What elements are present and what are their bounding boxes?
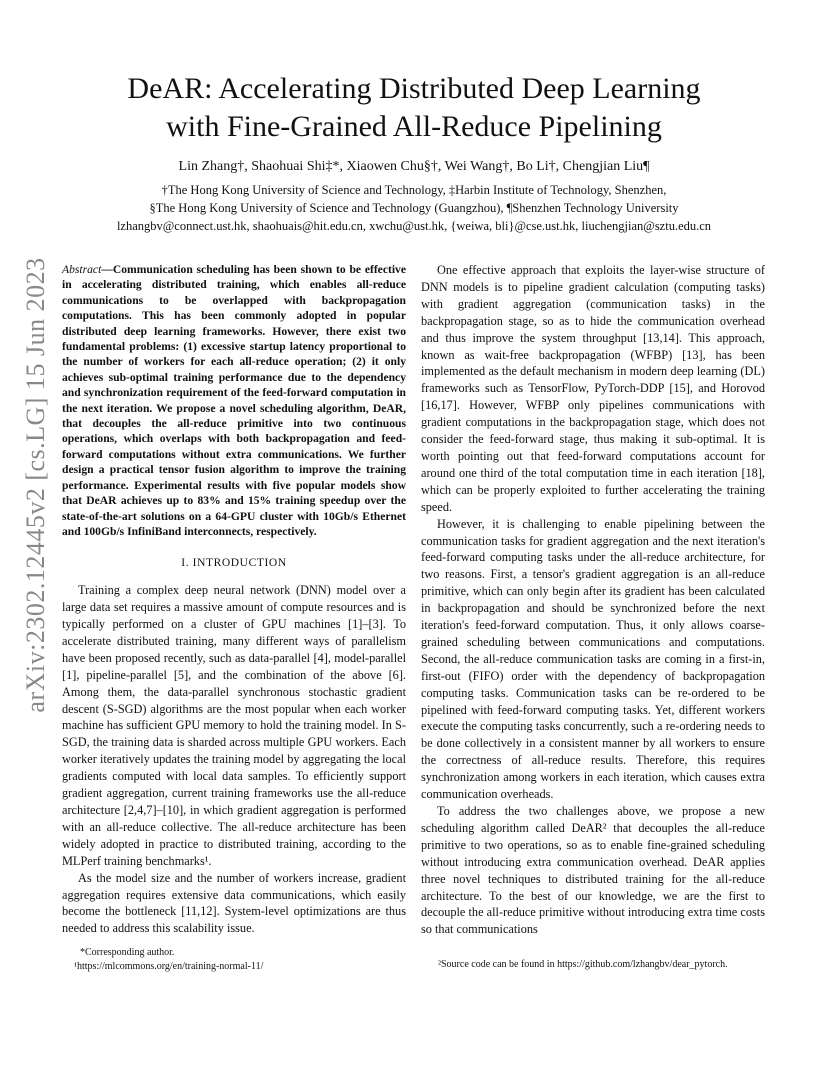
paragraph: As the model size and the number of workers increase, gradient aggregation requires extensive data communications, which easily become the bottleneck [11,12]. System-level optimizations are thus needed to address this scalability issue.	[62, 870, 406, 936]
footnote-1: ¹https://mlcommons.org/en/training-normal-11/	[74, 961, 264, 972]
abstract	[62, 262, 406, 539]
arxiv-watermark	[16, 257, 56, 713]
paragraph: To address the two challenges above, we propose a new scheduling algorithm called DeAR² that decouples the all-reduce primitive to two operations, so as to enable fine-grained scheduling without introducing extra communication overhead. DeAR applies three novel techniques to distributed training for the all-reduce architecture. To the best of our knowledge, we are the first to decouple the all-reduce primitive without introducing extra time costs so that communications	[421, 804, 765, 937]
affiliation-line-1: †The Hong Kong University of Science and Technology, ‡Harbin Institute of Technology, Shenzhen,	[161, 183, 667, 197]
abstract-label: Abstract	[62, 263, 102, 276]
section-heading: I. INTRODUCTION	[181, 557, 287, 570]
author-emails: lzhangbv@connect.ust.hk, shaohuais@hit.edu.cn, xwchu@ust.hk, {weiwa, bli}@cse.ust.hk, liuchengjian@sztu.edu.cn	[116, 219, 712, 233]
affiliation-line-2: §The Hong Kong University of Science and Technology (Guangzhou), ¶Shenzhen Technology University	[149, 201, 679, 215]
right-column	[421, 262, 765, 938]
title-line-1: DeAR: Accelerating Distributed Deep Learning	[127, 72, 701, 105]
footnotes-right	[438, 958, 728, 972]
left-column	[62, 262, 406, 937]
affiliations	[40, 181, 788, 235]
footnote-2: ²Source code can be found in https://github.com/lzhangbv/dear_pytorch.	[438, 959, 728, 970]
footnotes-left	[74, 946, 264, 974]
paragraph: One effective approach that exploits the layer-wise structure of DNN models is to pipeline gradient calculation (computing tasks) with gradient aggregation (communication tasks) in the backpropagation stage, so as to hide the communication overhead and thus improve the system throughput [13,14]. This approach, known as wait-free backpropagation (WFBP) [13], has been implemented as the default mechanism in modern deep learning (DL) frameworks such as TensorFlow, PyTorch-DDP [15], and Horovod [16,17]. However, WFBP only pipelines communications with gradient computations in the backpropagation stage, which does not consider the feed-forward stage, thus making it sub-optimal. It is worth pointing out that feed-forward computations account for around one third of the total computation time in each iteration [18], which can be properly exploited to further accelerating the training speed.	[421, 263, 765, 514]
paper-title	[60, 70, 768, 146]
footnote-corresponding: *Corresponding author.	[80, 947, 175, 958]
arxiv-id: arXiv:2302.12445v2 [cs.LG] 15 Jun 2023	[21, 257, 50, 713]
abstract-text: —Communication scheduling has been shown to be effective in accelerating distributed training, which enables all-reduce communications to be overlapped with backpropagation computations. This has been commonly adopted in popular distributed deep learning frameworks. However, there exist two fundamental problems: (1) excessive startup latency proportional to the number of workers for each all-reduce operation; (2) it only achieves sub-optimal training performance due to the dependency and synchronization requirement of the feed-forward computation in the next iteration. We propose a novel scheduling algorithm, DeAR, that decouples the all-reduce primitive into two continuous operations, which overlaps with both backpropagation and feed-forward computations without extra communications. We further design a practical tensor fusion algorithm to improve the training performance. Experimental results with five popular models show that DeAR achieves up to 83% and 15% training speedup over the state-of-the-art solutions on a 64-GPU cluster with 10Gb/s Ethernet and 100Gb/s InfiniBand interconnects, respectively.	[62, 263, 406, 538]
author-list: Lin Zhang†, Shaohuai Shi‡*, Xiaowen Chu§†, Wei Wang†, Bo Li†, Chengjian Liu¶	[178, 159, 650, 174]
paragraph: However, it is challenging to enable pipelining between the communication tasks for gradient aggregation and the next iteration's feed-forward computing tasks under the all-reduce architecture, for two reasons. First, a tensor's gradient aggregation is an all-reduce primitive, which can only begin after its gradient has been calculated in backpropagation and should be synchronized before the next iteration's feed-forward computation. Thus, it only allows coarse-grained scheduling between communications and computations. Second, the all-reduce communication tasks are coming in a first-in, first-out (FIFO) order with the dependency of backpropagation computing tasks. Communication tasks can be re-ordered to be pipelined with feed-forward computing tasks. Yet, different workers execute the computing tasks concurrently, such a re-ordering needs to be done collectively in a consistent manner by all workers to ensure the correctness of all-reduce results. Therefore, this requires synchronization among workers in each iteration, which causes extra communication overheads.	[421, 516, 765, 802]
title-line-2: with Fine-Grained All-Reduce Pipelining	[166, 110, 662, 143]
paragraph: Training a complex deep neural network (DNN) model over a large data set requires a massive amount of compute resources and is typically performed on a cluster of GPU machines [1]–[3]. To accelerate distributed training, many different ways of parallelism have been proposed recently, such as data-parallel [4], model-parallel [1], pipeline-parallel [5], and the combination of the above [6]. Among them, the data-parallel synchronous stochastic gradient descent (S-SGD) algorithms are the most popular when each worker machine has sufficient GPU memory to hold the training model. In S-SGD, the training data is sharded across multiple GPU workers. Each worker iteratively updates the training model by aggregating the local gradients computed with local data samples. To efficiently support gradient aggregation, current training frameworks use the all-reduce architecture [2,4,7]–[10], in which gradient aggregation is performed with an all-reduce collective. The all-reduce architecture has been widely adopted in practice to distributed training, according to the MLPerf training benchmarks¹.	[62, 583, 406, 868]
